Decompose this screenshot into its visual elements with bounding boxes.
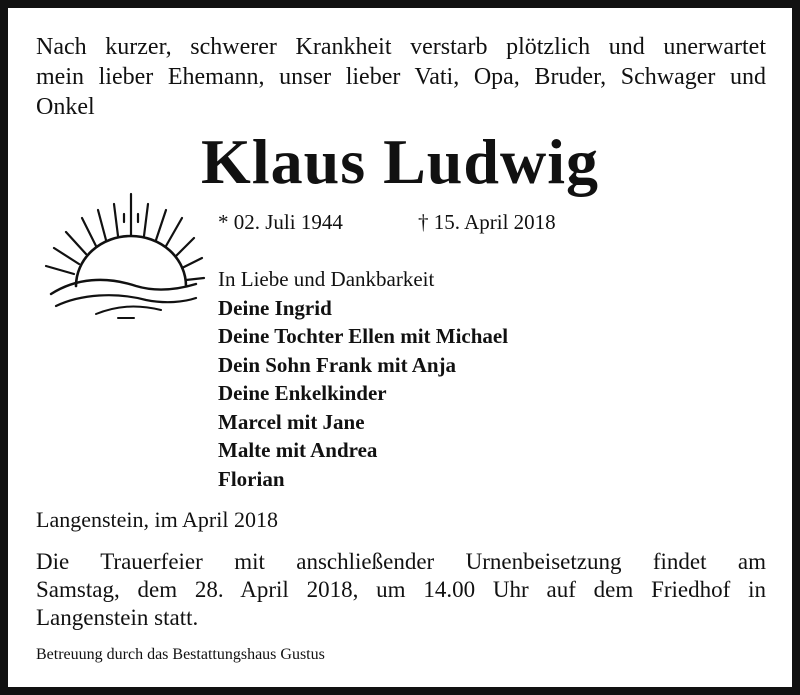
mourner: Marcel mit Jane [218,409,365,434]
intro-line-1: Nach kurzer, schwerer Krankheit verstarb plötzlich und unerwartet [36,34,766,60]
mourner: Malte mit Andrea [218,438,378,462]
greeting: In Liebe und Dankbarkeit [218,267,435,291]
intro-line-3: Onkel [36,94,95,120]
funeral-details [36,548,766,632]
death-date: † 15. April 2018 [418,210,556,234]
place-and-date: Langenstein, im April 2018 [36,507,278,532]
intro-line-2: mein lieber Ehemann, unser lieber Vati, Opa, Bruder, Schwager und [36,64,766,90]
mourner: Deine Ingrid [218,295,332,320]
mourner: Florian [218,466,285,491]
deceased-name: Klaus Ludwig [201,126,599,197]
mourner: Dein Sohn Frank mit Anja [218,352,457,377]
life-dates [218,208,778,236]
intro-text [36,32,766,122]
funeral-line-3: Langenstein statt. [36,605,199,630]
funeral-line-2: Samstag, dem 28. April 2018, um 14.00 Uhr auf dem Friedhof in [36,577,766,602]
birth-date: * 02. Juli 1944 [218,210,343,234]
sunset-illustration-icon [36,186,206,326]
mourner: Deine Enkelkinder [218,381,387,405]
mourner: Deine Tochter Ellen mit Michael [218,324,509,348]
funeral-line-1: Die Trauerfeier mit anschließender Urnenbeisetzung findet am [36,549,766,574]
funeral-home-note: Betreuung durch das Bestattungshaus Gustus [36,646,325,663]
mourners-list [218,265,758,493]
